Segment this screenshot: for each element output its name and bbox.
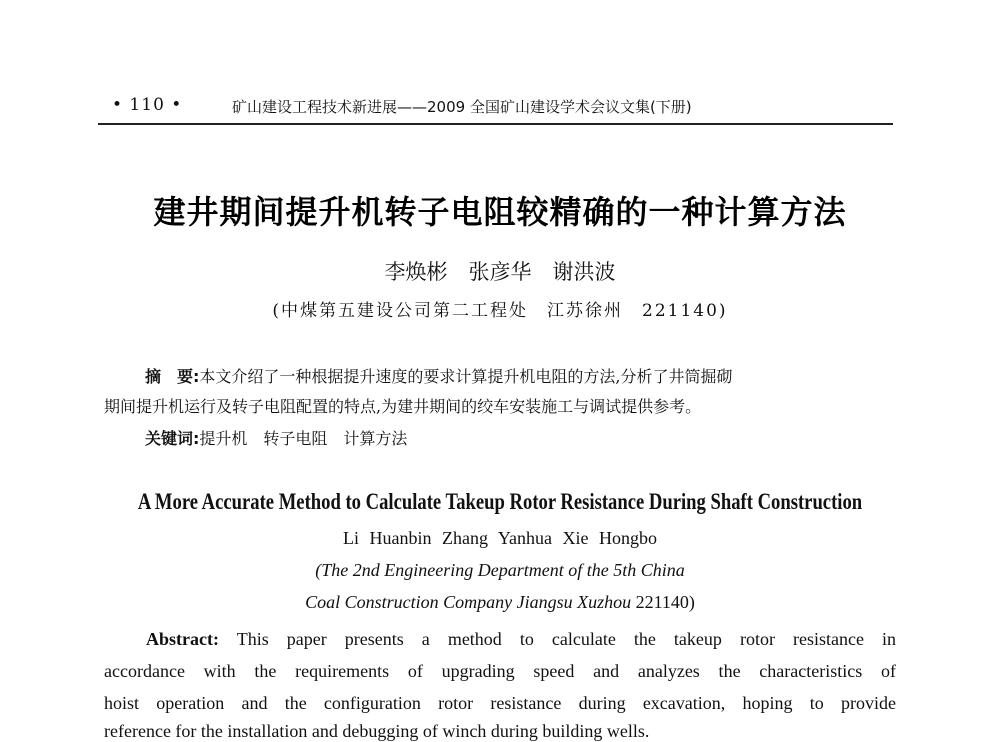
keywords-cn	[145, 424, 407, 454]
page-number: • 110 •	[112, 95, 183, 115]
affiliation-en-postcode: 221140)	[635, 592, 695, 612]
abstract-cn-text-1: 本文介绍了一种根据提升速度的要求计算提升机电阻的方法,分析了井筒掘砌	[199, 367, 733, 386]
running-title: 矿山建设工程技术新进展——2009 全国矿山建设学术会议文集(下册)	[232, 98, 692, 116]
affiliation-cn: (中煤第五建设公司第二工程处 江苏徐州 221140)	[272, 301, 728, 321]
paper-title-en: A More Accurate Method to Calculate Takeup Rotor Resistance During Shaft Construction	[137, 489, 863, 514]
abstract-en-label: Abstract:	[146, 629, 219, 649]
keywords-cn-label: 关键词:	[145, 429, 200, 448]
abstract-cn-label: 摘 要:	[145, 367, 200, 386]
authors-en: Li Huanbin Zhang Yanhua Xie Hongbo	[343, 528, 657, 548]
keywords-cn-text: 提升机 转子电阻 计算方法	[199, 429, 408, 448]
header-rule	[98, 123, 893, 125]
affiliation-en-line-2-text: Coal Construction Company Jiangsu Xuzhou	[305, 592, 632, 612]
affiliation-en-line-1: (The 2nd Engineering Department of the 5th China	[315, 560, 685, 580]
abstract-cn-text-2: 期间提升机运行及转子电阻配置的特点,为建井期间的绞车安装施工与调试提供参考。	[104, 397, 702, 416]
abstract-en-text-3: hoist operation and the configuration rotor resistance during excavation, hoping to provide	[104, 693, 896, 713]
abstract-en-line-1	[146, 629, 896, 650]
abstract-en-text-2: accordance with the requirements of upgrading speed and analyzes the characteristics of	[104, 661, 896, 681]
affiliation-en-line-2	[0, 592, 1000, 613]
abstract-en-text-4: reference for the installation and debugging of winch during building wells.	[104, 721, 650, 741]
paper-title-cn: 建井期间提升机转子电阻较精确的一种计算方法	[153, 193, 847, 231]
abstract-cn-line-1	[145, 362, 733, 392]
abstract-en-text-1: This paper presents a method to calculate the takeup rotor resistance in	[218, 629, 896, 649]
authors-cn: 李焕彬 张彦华 谢洪波	[384, 260, 616, 284]
